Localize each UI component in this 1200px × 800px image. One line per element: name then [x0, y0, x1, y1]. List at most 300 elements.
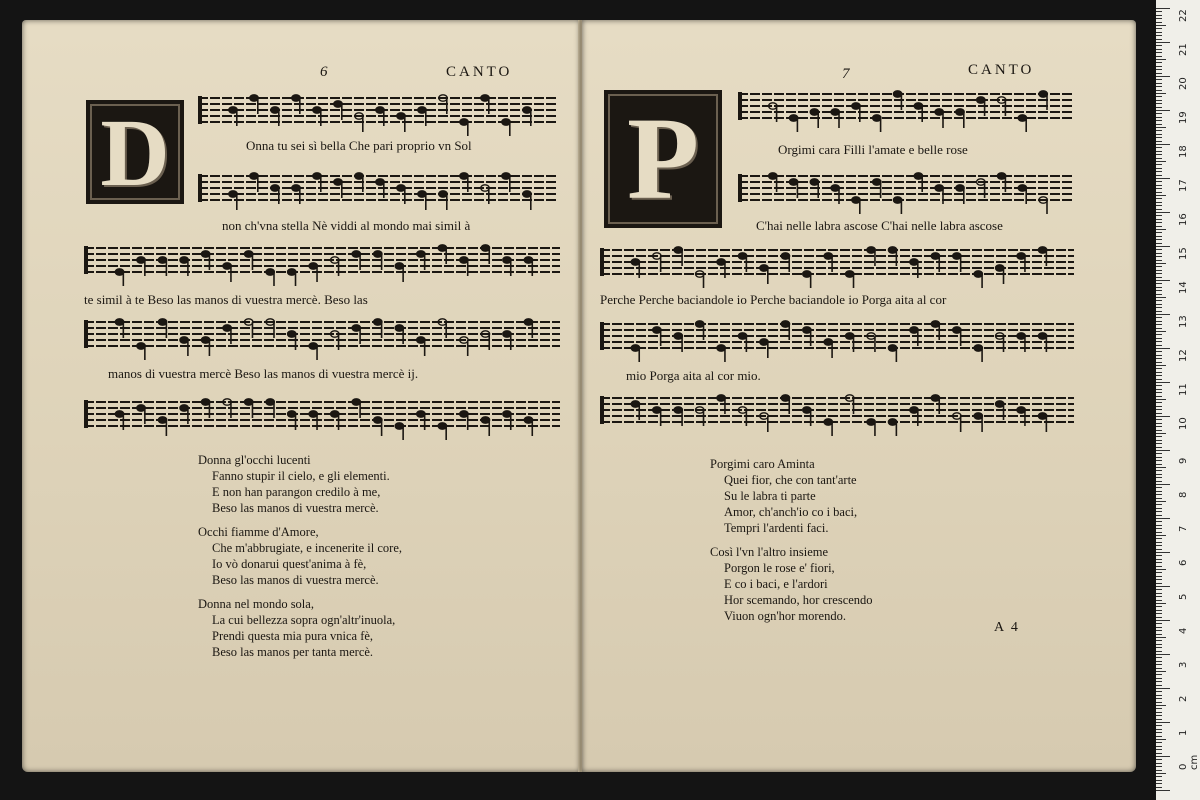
- ruler-tick: [1156, 770, 1162, 771]
- ruler-tick: [1156, 11, 1162, 12]
- ruler-tick: [1156, 232, 1162, 233]
- poem-line: Che m'abbrugiate, e incenerite il core,: [212, 541, 403, 555]
- lyric-line: Perche Perche baciandole io Perche baciandole io Porga aita al cor: [600, 292, 947, 307]
- ruler-tick: [1156, 555, 1162, 556]
- ruler-tick: [1156, 362, 1162, 363]
- ruler-label: 16: [1178, 213, 1189, 226]
- ruler-tick: [1156, 634, 1162, 635]
- ruler-tick: [1156, 300, 1162, 301]
- ruler-tick: [1156, 25, 1166, 26]
- ruler-tick: [1156, 304, 1162, 305]
- ruler-tick: [1156, 338, 1162, 339]
- ruler-tick: [1156, 15, 1162, 16]
- ruler-tick: [1156, 688, 1170, 689]
- ruler-tick: [1156, 664, 1162, 665]
- ruler-tick: [1156, 297, 1166, 298]
- ruler-tick: [1156, 219, 1162, 220]
- running-header: CANTO: [968, 62, 1035, 78]
- ruler-label: 9: [1178, 457, 1189, 464]
- ruler-label: 8: [1178, 491, 1189, 498]
- ruler-tick: [1156, 742, 1162, 743]
- ruler-tick: [1156, 243, 1162, 244]
- right-page: [582, 20, 1136, 772]
- ruler-tick: [1156, 379, 1162, 380]
- poem-line: Amor, ch'anch'io co i baci,: [724, 505, 858, 519]
- ruler-tick: [1156, 494, 1162, 495]
- ruler-tick: [1156, 487, 1162, 488]
- ruler-tick: [1156, 562, 1162, 563]
- ruler-tick: [1156, 569, 1166, 570]
- ruler-tick: [1156, 375, 1162, 376]
- ruler-tick: [1156, 127, 1166, 128]
- ruler-tick: [1156, 708, 1162, 709]
- ruler-tick: [1156, 477, 1162, 478]
- ruler-tick: [1156, 583, 1162, 584]
- ruler-tick: [1156, 773, 1166, 774]
- ruler-tick: [1156, 579, 1162, 580]
- poem-line: Quei fior, che con tant'arte: [724, 473, 857, 487]
- poem-line: Io vò donarui quest'anima à fè,: [212, 557, 367, 571]
- ruler-tick: [1156, 674, 1162, 675]
- ruler-tick: [1156, 368, 1162, 369]
- running-header: CANTO: [446, 64, 513, 80]
- ruler-tick: [1156, 345, 1162, 346]
- ruler-tick: [1156, 266, 1162, 267]
- ruler-tick: [1156, 712, 1162, 713]
- ruler-tick: [1156, 617, 1162, 618]
- ruler-tick: [1156, 780, 1162, 781]
- ruler-tick: [1156, 113, 1162, 114]
- ruler-tick: [1156, 124, 1162, 125]
- ruler-tick: [1156, 566, 1162, 567]
- ruler-tick: [1156, 171, 1162, 172]
- ruler-tick: [1156, 657, 1162, 658]
- ruler-tick: [1156, 416, 1170, 417]
- ruler-tick: [1156, 498, 1162, 499]
- ruler-tick: [1156, 613, 1162, 614]
- ruler-label: 10: [1178, 417, 1189, 430]
- ruler-label: 2: [1178, 695, 1189, 702]
- ruler-tick: [1156, 552, 1170, 553]
- ruler-tick: [1156, 147, 1162, 148]
- lyric-line: Orgimi cara Filli l'amate e belle rose: [778, 142, 968, 157]
- ruler-tick: [1156, 83, 1162, 84]
- ruler-tick: [1156, 515, 1162, 516]
- lyric-line: mio Porga aita al cor mio.: [626, 368, 761, 383]
- ruler-tick: [1156, 440, 1162, 441]
- ruler-tick: [1156, 749, 1162, 750]
- ruler-tick: [1156, 572, 1162, 573]
- ruler-tick: [1156, 430, 1162, 431]
- ruler-tick: [1156, 532, 1162, 533]
- ruler-tick: [1156, 263, 1166, 264]
- ruler-label: 13: [1178, 315, 1189, 328]
- ruler-tick: [1156, 311, 1162, 312]
- ruler-tick: [1156, 260, 1162, 261]
- ruler-tick: [1156, 161, 1166, 162]
- music-staff: [84, 392, 560, 440]
- ruler-tick: [1156, 450, 1170, 451]
- ruler-tick: [1156, 695, 1162, 696]
- ruler-tick: [1156, 787, 1162, 788]
- ruler-tick: [1156, 647, 1162, 648]
- ruler-tick: [1156, 90, 1162, 91]
- lyric-line: Onna tu sei sì bella Che pari proprio vn Sol: [246, 138, 472, 153]
- poem-line: Occhi fiamme d'Amore,: [198, 525, 319, 539]
- ruler-tick: [1156, 627, 1162, 628]
- ruler-tick: [1156, 593, 1162, 594]
- ruler-tick: [1156, 637, 1166, 638]
- ruler-tick: [1156, 501, 1166, 502]
- ruler-tick: [1156, 545, 1162, 546]
- ruler-label: 1: [1178, 729, 1189, 736]
- poem-line: Fanno stupir il cielo, e gli elementi.: [212, 469, 390, 483]
- ruler-tick: [1156, 181, 1162, 182]
- ruler-tick: [1156, 426, 1162, 427]
- music-staff: [84, 312, 560, 360]
- ruler-tick: [1156, 365, 1166, 366]
- ruler-tick: [1156, 385, 1162, 386]
- ruler-tick: [1156, 678, 1162, 679]
- ruler-label: 20: [1178, 77, 1189, 90]
- ruler-label: 14: [1178, 281, 1189, 294]
- ruler-tick: [1156, 705, 1166, 706]
- poem-line: Su le labra ti parte: [724, 489, 816, 503]
- ruler-label: 6: [1178, 559, 1189, 566]
- ruler-tick: [1156, 249, 1162, 250]
- ruler-tick: [1156, 783, 1162, 784]
- ruler-tick: [1156, 542, 1162, 543]
- ruler-tick: [1156, 702, 1162, 703]
- ruler-tick: [1156, 535, 1166, 536]
- ruler-tick: [1156, 168, 1162, 169]
- ruler-label: 5: [1178, 593, 1189, 600]
- lyric-line: non ch'vna stella Nè viddi al mondo mai simil à: [222, 218, 471, 233]
- ruler-tick: [1156, 178, 1170, 179]
- ruler-tick: [1156, 144, 1170, 145]
- music-staff: [600, 388, 1074, 436]
- music-staff: [600, 240, 1074, 288]
- ruler-label: 22: [1178, 9, 1189, 22]
- ruler-tick: [1156, 746, 1162, 747]
- ruler-tick: [1156, 277, 1162, 278]
- ruler-tick: [1156, 606, 1162, 607]
- ruler-tick: [1156, 56, 1162, 57]
- ruler-tick: [1156, 739, 1166, 740]
- ruler-tick: [1156, 273, 1162, 274]
- ruler-tick: [1156, 521, 1162, 522]
- ruler-tick: [1156, 93, 1166, 94]
- ruler-tick: [1156, 389, 1162, 390]
- ruler-tick: [1156, 538, 1162, 539]
- ruler-tick: [1156, 212, 1170, 213]
- ruler-tick: [1156, 134, 1162, 135]
- ruler-label: 18: [1178, 145, 1189, 158]
- ruler-tick: [1156, 685, 1162, 686]
- page-number: 6: [320, 64, 328, 80]
- ruler-tick: [1156, 671, 1166, 672]
- ruler-tick: [1156, 372, 1162, 373]
- ruler-tick: [1156, 576, 1162, 577]
- ruler-tick: [1156, 120, 1162, 121]
- ruler-tick: [1156, 725, 1162, 726]
- ruler-tick: [1156, 188, 1162, 189]
- ruler-label: 15: [1178, 247, 1189, 260]
- ruler-tick: [1156, 698, 1162, 699]
- ruler-tick: [1156, 481, 1162, 482]
- ruler-tick: [1156, 623, 1162, 624]
- ruler-tick: [1156, 209, 1162, 210]
- poem-text: [198, 452, 402, 660]
- ruler-tick: [1156, 280, 1170, 281]
- ruler-tick: [1156, 141, 1162, 142]
- ruler-tick: [1156, 103, 1162, 104]
- ruler-tick: [1156, 691, 1162, 692]
- ruler-tick: [1156, 610, 1162, 611]
- ruler-tick: [1156, 586, 1170, 587]
- ruler-tick: [1156, 722, 1170, 723]
- poem-line: Beso las manos di vuestra mercè.: [212, 573, 379, 587]
- ruler-tick: [1156, 154, 1162, 155]
- ruler-tick: [1156, 715, 1162, 716]
- ruler-tick: [1156, 107, 1162, 108]
- ruler-tick: [1156, 79, 1162, 80]
- ruler-tick: [1156, 253, 1162, 254]
- ruler-tick: [1156, 175, 1162, 176]
- poem-line: Viuon ogn'hor morendo.: [724, 609, 846, 623]
- ruler-tick: [1156, 328, 1162, 329]
- ruler-tick: [1156, 229, 1166, 230]
- ruler-tick: [1156, 49, 1162, 50]
- poem-line: Beso las manos di vuestra mercè.: [212, 501, 379, 515]
- ruler-label: 4: [1178, 627, 1189, 634]
- ruler-tick: [1156, 96, 1162, 97]
- ruler-tick: [1156, 549, 1162, 550]
- music-staff: [738, 166, 1074, 214]
- ruler-tick: [1156, 334, 1162, 335]
- ruler-tick: [1156, 470, 1162, 471]
- ruler-tick: [1156, 32, 1162, 33]
- poem-line: E co i baci, e l'ardori: [724, 577, 828, 591]
- ruler-tick: [1156, 62, 1162, 63]
- ruler-tick: [1156, 355, 1162, 356]
- ruler-label: 21: [1178, 43, 1189, 56]
- ruler-tick: [1156, 137, 1162, 138]
- poem-line: Così l'vn l'altro insieme: [710, 545, 829, 559]
- ruler-tick: [1156, 195, 1166, 196]
- ruler-label: 3: [1178, 661, 1189, 668]
- ruler-tick: [1156, 202, 1162, 203]
- poem-line: Hor scemando, hor crescendo: [724, 593, 873, 607]
- ruler-tick: [1156, 518, 1170, 519]
- ruler-label: 17: [1178, 179, 1189, 192]
- ruler-tick: [1156, 382, 1170, 383]
- ruler-tick: [1156, 436, 1162, 437]
- ruler-tick: [1156, 270, 1162, 271]
- poem-line: Porgon le rose e' fiori,: [724, 561, 835, 575]
- decorated-initial: P: [604, 90, 722, 228]
- ruler-tick: [1156, 525, 1162, 526]
- poem-line: E non han parangon credilo à me,: [212, 485, 381, 499]
- ruler-tick: [1156, 491, 1162, 492]
- ruler-tick: [1156, 8, 1170, 9]
- poem-line: Beso las manos per tanta mercè.: [212, 645, 374, 659]
- ruler-tick: [1156, 351, 1162, 352]
- ruler-tick: [1156, 630, 1162, 631]
- ruler-tick: [1156, 433, 1166, 434]
- ruler-tick: [1156, 392, 1162, 393]
- ruler-tick: [1156, 447, 1162, 448]
- ruler-tick: [1156, 756, 1170, 757]
- ruler-tick: [1156, 246, 1170, 247]
- ruler-tick: [1156, 600, 1162, 601]
- ruler-tick: [1156, 467, 1166, 468]
- ruler-tick: [1156, 45, 1162, 46]
- ruler-tick: [1156, 732, 1162, 733]
- ruler-tick: [1156, 406, 1162, 407]
- ruler-tick: [1156, 453, 1162, 454]
- ruler-tick: [1156, 341, 1162, 342]
- ruler-tick: [1156, 640, 1162, 641]
- ruler-tick: [1156, 317, 1162, 318]
- ruler-tick: [1156, 117, 1162, 118]
- ruler-tick: [1156, 596, 1162, 597]
- ruler-tick: [1156, 460, 1162, 461]
- ruler-tick: [1156, 283, 1162, 284]
- ruler-label: 7: [1178, 525, 1189, 532]
- ruler-tick: [1156, 18, 1162, 19]
- ruler-tick: [1156, 158, 1162, 159]
- ruler-tick: [1156, 69, 1162, 70]
- ruler-tick: [1156, 28, 1162, 29]
- ruler-tick: [1156, 776, 1162, 777]
- ruler-tick: [1156, 413, 1162, 414]
- ruler-tick: [1156, 42, 1170, 43]
- ruler-label: 11: [1178, 383, 1189, 396]
- ruler-tick: [1156, 324, 1162, 325]
- ruler-tick: [1156, 736, 1162, 737]
- ruler-tick: [1156, 763, 1162, 764]
- music-staff: [84, 238, 560, 286]
- ruler-tick: [1156, 474, 1162, 475]
- measuring-ruler: [1156, 0, 1200, 800]
- ruler-tick: [1156, 307, 1162, 308]
- ruler-tick: [1156, 287, 1162, 288]
- ruler-tick: [1156, 59, 1166, 60]
- lyric-line: C'hai nelle labra ascose C'hai nelle labra ascose: [756, 218, 1003, 233]
- ruler-tick: [1156, 654, 1170, 655]
- poem-line: Tempri l'ardenti faci.: [724, 521, 829, 535]
- ruler-tick: [1156, 314, 1170, 315]
- ruler-tick: [1156, 419, 1162, 420]
- ruler-tick: [1156, 396, 1162, 397]
- ruler-tick: [1156, 402, 1162, 403]
- ruler-tick: [1156, 457, 1162, 458]
- poem-line: La cui bellezza sopra ogn'altr'inuola,: [212, 613, 396, 627]
- poem-line: Prendi questa mia pura vnica fè,: [212, 629, 374, 643]
- ruler-tick: [1156, 511, 1162, 512]
- ruler-tick: [1156, 164, 1162, 165]
- lyric-line: manos di vuestra mercè Beso las manos di vuestra mercè ij.: [108, 366, 419, 381]
- ruler-tick: [1156, 423, 1162, 424]
- ruler-tick: [1156, 681, 1162, 682]
- ruler-tick: [1156, 73, 1162, 74]
- ruler-tick: [1156, 256, 1162, 257]
- ruler-label: 12: [1178, 349, 1189, 362]
- ruler-tick: [1156, 66, 1162, 67]
- ruler-tick: [1156, 52, 1162, 53]
- ruler-tick: [1156, 205, 1162, 206]
- ruler-tick: [1156, 464, 1162, 465]
- ruler-tick: [1156, 484, 1170, 485]
- ruler-tick: [1156, 100, 1162, 101]
- poem-text: [710, 456, 873, 624]
- ruler-tick: [1156, 719, 1162, 720]
- ruler-tick: [1156, 39, 1162, 40]
- ruler-tick: [1156, 185, 1162, 186]
- lyric-line: te simil à te Beso las manos di vuestra mercè. Beso las: [84, 292, 368, 307]
- ruler-tick: [1156, 294, 1162, 295]
- ruler-tick: [1156, 192, 1162, 193]
- ruler-tick: [1156, 443, 1162, 444]
- ruler-tick: [1156, 86, 1162, 87]
- ruler-tick: [1156, 603, 1166, 604]
- decorated-initial: D: [86, 100, 184, 204]
- ruler-tick: [1156, 644, 1162, 645]
- ruler-tick: [1156, 661, 1162, 662]
- ruler-tick: [1156, 589, 1162, 590]
- poem-line: Donna nel mondo sola,: [198, 597, 314, 611]
- ruler-tick: [1156, 130, 1162, 131]
- music-staff: [738, 84, 1074, 132]
- ruler-tick: [1156, 76, 1170, 77]
- ruler-tick: [1156, 151, 1162, 152]
- poem-line: Donna gl'occhi lucenti: [198, 453, 311, 467]
- ruler-tick: [1156, 222, 1162, 223]
- ruler-tick: [1156, 236, 1162, 237]
- ruler-tick: [1156, 226, 1162, 227]
- ruler-tick: [1156, 110, 1170, 111]
- ruler-tick: [1156, 528, 1162, 529]
- ruler-tick: [1156, 198, 1162, 199]
- ruler-tick: [1156, 651, 1162, 652]
- ruler-tick: [1156, 508, 1162, 509]
- ruler-tick: [1156, 35, 1162, 36]
- ruler-tick: [1156, 759, 1162, 760]
- ruler-tick: [1156, 358, 1162, 359]
- ruler-tick: [1156, 790, 1170, 791]
- left-page: [22, 20, 580, 772]
- ruler-label: 0 cm: [1178, 754, 1200, 770]
- poem-line: Porgimi caro Aminta: [710, 457, 815, 471]
- ruler-tick: [1156, 239, 1162, 240]
- ruler-tick: [1156, 399, 1166, 400]
- music-staff: [198, 88, 558, 136]
- ruler-tick: [1156, 766, 1162, 767]
- ruler-tick: [1156, 331, 1166, 332]
- ruler-tick: [1156, 321, 1162, 322]
- ruler-tick: [1156, 504, 1162, 505]
- ruler-label: 19: [1178, 111, 1189, 124]
- ruler-tick: [1156, 620, 1170, 621]
- ruler-tick: [1156, 668, 1162, 669]
- ruler-tick: [1156, 559, 1162, 560]
- signature-mark: A 4: [994, 620, 1020, 635]
- ruler-tick: [1156, 348, 1170, 349]
- ruler-tick: [1156, 753, 1162, 754]
- ruler-tick: [1156, 729, 1162, 730]
- ruler-tick: [1156, 22, 1162, 23]
